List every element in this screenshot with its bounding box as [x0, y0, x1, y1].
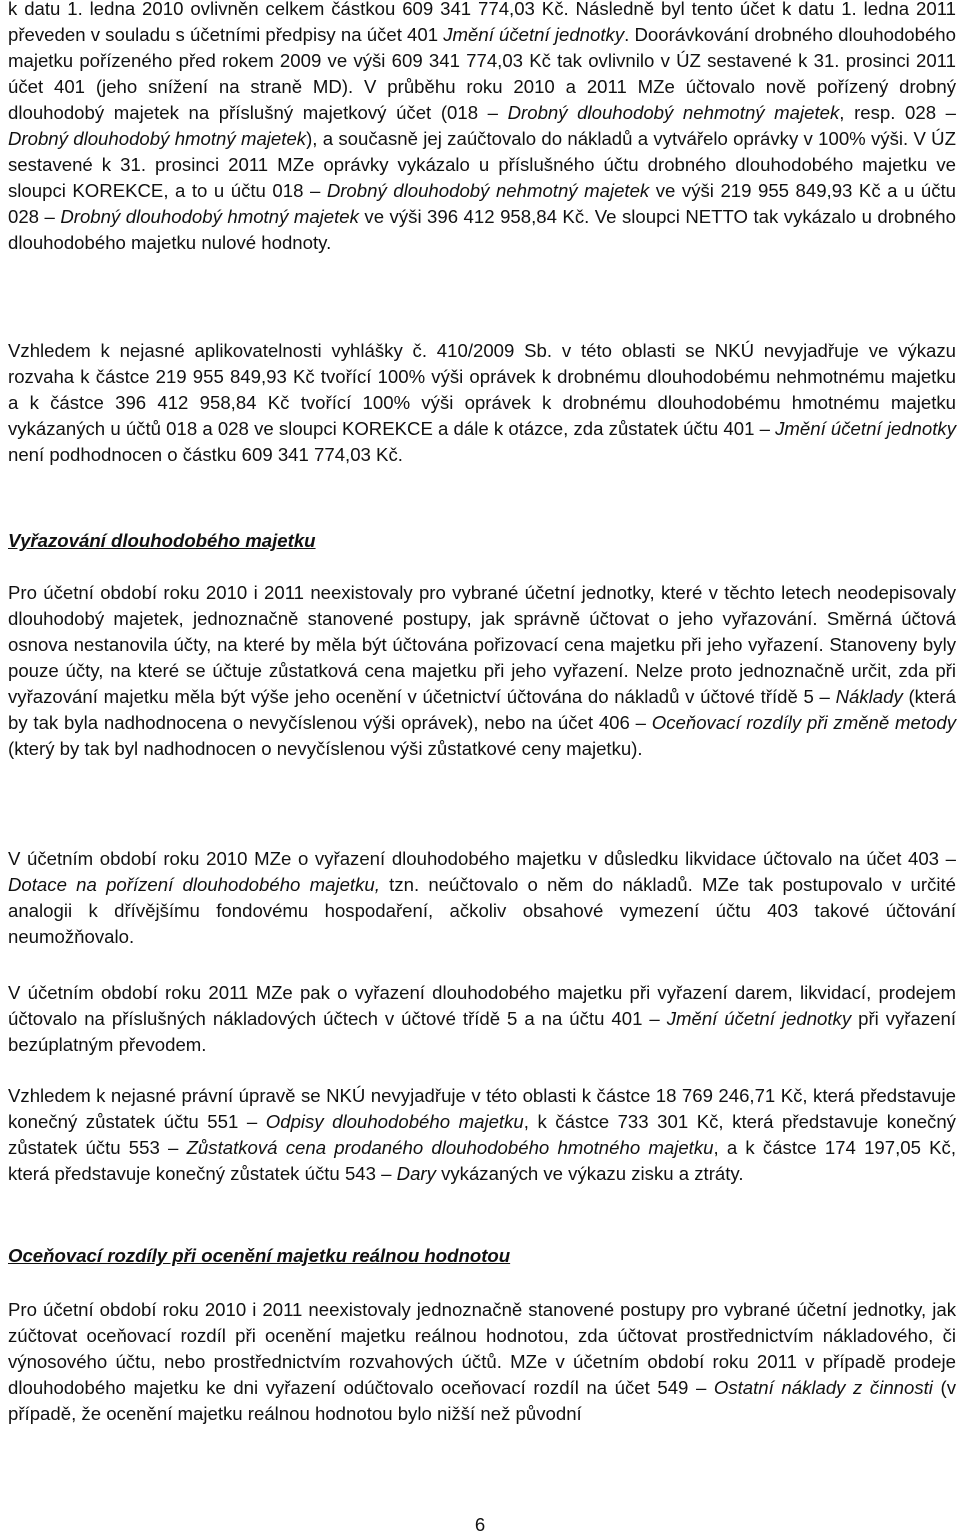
italic-term: Drobný dlouhodobý hmotný majetek [8, 128, 307, 149]
text-run: ve výši 396 412 958,84 Kč. Ve sloupci NETTO tak vykázalo u drobného dlouhodobého majetku nulové hodnoty. [8, 206, 956, 253]
italic-term: Oceňovací rozdíly při změně metody [651, 712, 956, 733]
section-heading: Vyřazování dlouhodobého majetku [8, 530, 316, 551]
body-paragraph [8, 580, 956, 762]
text-run: není podhodnocen o částku 609 341 774,03 Kč. [8, 444, 403, 465]
text-run: tzn. neúčtovalo o něm do nákladů. MZe tak postupovalo v určité analogii k dřívějšímu fondovému hospodaření, ačkoliv obsahové vymezení účtu 403 takové účtování neumožňovalo. [8, 874, 956, 947]
body-paragraph [8, 0, 956, 256]
body-paragraph [8, 846, 956, 950]
italic-term: Ostatní náklady z činnosti [713, 1377, 933, 1398]
section-heading: Oceňovací rozdíly při ocenění majetku reálnou hodnotou [8, 1245, 511, 1266]
body-paragraph [8, 1297, 956, 1427]
italic-term: Drobný dlouhodobý nehmotný majetek [326, 180, 650, 201]
italic-term: Drobný dlouhodobý nehmotný majetek [507, 102, 840, 123]
italic-term: Zůstatková cena prodaného dlouhodobého hmotného majetku [186, 1137, 714, 1158]
text-run: (který by tak byl nadhodnocen o nevyčíslenou výši zůstatkové ceny majetku). [8, 738, 643, 759]
text-run: ), a současně jej zaúčtovalo do nákladů a vytvářelo oprávky v 100% výši. V ÚZ sestavené k 31. prosinci 2011 MZe oprávky vykázalo u příslušného účtu drobného dlouhodobého majetku ve sloupci KOREKCE, a to u účtu 018 – [8, 128, 956, 201]
body-paragraph [8, 338, 956, 468]
text-run: . Doorávkování drobného dlouhodobého majetku pořízeného před rokem 2009 ve výši 609 341 774,03 Kč tak ovlivnilo v ÚZ sestavené k 31. prosinci 2011 účet 401 (jeho snížení na straně MD). V průběhu roku 2010 a 2011 MZe účtovalo nově pořízený drobný dlouhodobý majetek na příslušný majetkový účet (018 – [8, 24, 956, 123]
text-run: , k částce 733 301 Kč, která představuje konečný zůstatek účtu 553 – [8, 1111, 956, 1158]
text-run: ve výši 219 955 849,93 Kč a u účtu 028 – [8, 180, 956, 227]
italic-term: Drobný dlouhodobý hmotný majetek [60, 206, 359, 227]
text-run: V účetním období roku 2010 MZe o vyřazení dlouhodobého majetku v důsledku likvidace účtovalo na účet 403 – [8, 848, 956, 869]
text-run: vykázaných ve výkazu zisku a ztráty. [435, 1163, 744, 1184]
text-run: k datu 1. ledna 2010 ovlivněn celkem částkou 609 341 774,03 Kč. Následně byl tento účet k datu 1. ledna 2011 převeden v souladu s účetními předpisy na účet 401 [8, 0, 956, 45]
text-run: při vyřazení bezúplatným převodem. [8, 1008, 956, 1055]
text-run: Pro účetní období roku 2010 i 2011 neexistovaly pro vybrané účetní jednotky, které v těchto letech neodepisovaly dlouhodobý majetek, jednoznačně stanovené postupy, jak správně účtovat o jeho vyřazování. Směrná účtová osnova nestanovila účty, na které by měla být účtována pořizovací cena majetku při jeho vyřazení. Stanoveny byly pouze účty, na které se účtuje zůstatková cena majetku při jeho vyřazení. Nelze proto jednoznačně určit, zda při vyřazování majetku měla být výše jeho ocenění v účetnictví účtována do nákladů v účtové třídě 5 – [8, 582, 956, 707]
text-run: Vzhledem k nejasné právní úpravě se NKÚ nevyjadřuje v této oblasti k částce 18 769 246,71 Kč, která představuje konečný zůstatek účtu 551 – [8, 1085, 956, 1132]
italic-term: Odpisy dlouhodobého majetku [265, 1111, 524, 1132]
text-run: (v případě, že ocenění majetku reálnou hodnotou bylo nižší než původní [8, 1377, 957, 1424]
body-paragraph [8, 980, 956, 1058]
page-number: 6 [474, 1514, 486, 1535]
text-run: V účetním období roku 2011 MZe pak o vyřazení dlouhodobého majetku při vyřazení darem, likvidací, prodejem účtovalo na příslušných nákladových účtech v účtové třídě 5 a na účtu 401 – [8, 982, 956, 1029]
italic-term: Jmění účetní jednotky [443, 24, 625, 45]
text-run: Pro účetní období roku 2010 i 2011 neexistovaly jednoznačně stanovené postupy pro vybrané účetní jednotky, jak zúčtovat oceňovací rozdíl při ocenění majetku reálnou hodnotou, zda účtovat prostřednictvím nákladového, či výnosového účtu, nebo prostřednictvím rozvahových účtů. MZe v účetním období roku 2011 v případě prodeje dlouhodobého majetku ke dni vyřazení odúčtovalo oceňovací rozdíl na účet 549 – [8, 1299, 956, 1398]
italic-term: Dotace na pořízení dlouhodobého majetku, [8, 874, 380, 895]
text-run: , a k částce 174 197,05 Kč, která představuje konečný zůstatek účtu 543 – [8, 1137, 957, 1184]
text-run: (která by tak byla nadhodnocena o nevyčíslenou výši oprávek), nebo na účet 406 – [8, 686, 956, 733]
body-paragraph [8, 1083, 956, 1187]
text-run: , resp. 028 – [839, 102, 956, 123]
text-run: Vzhledem k nejasné aplikovatelnosti vyhlášky č. 410/2009 Sb. v této oblasti se NKÚ nevyjadřuje ve výkazu rozvaha k částce 219 955 849,93 Kč tvořící 100% výši oprávek k drobnému dlouhodobému nehmotnému majetku a k částce 396 412 958,84 Kč tvořící 100% výši oprávek k drobnému dlouhodobému hmotnému majetku vykázaných u účtů 018 a 028 ve sloupci KOREKCE a dále k otázce, zda zůstatek účtu 401 – [8, 340, 956, 439]
italic-term: Dary [396, 1163, 436, 1184]
italic-term: Náklady [835, 686, 903, 707]
italic-term: Jmění účetní jednotky [775, 418, 957, 439]
italic-term: Jmění účetní jednotky [666, 1008, 852, 1029]
